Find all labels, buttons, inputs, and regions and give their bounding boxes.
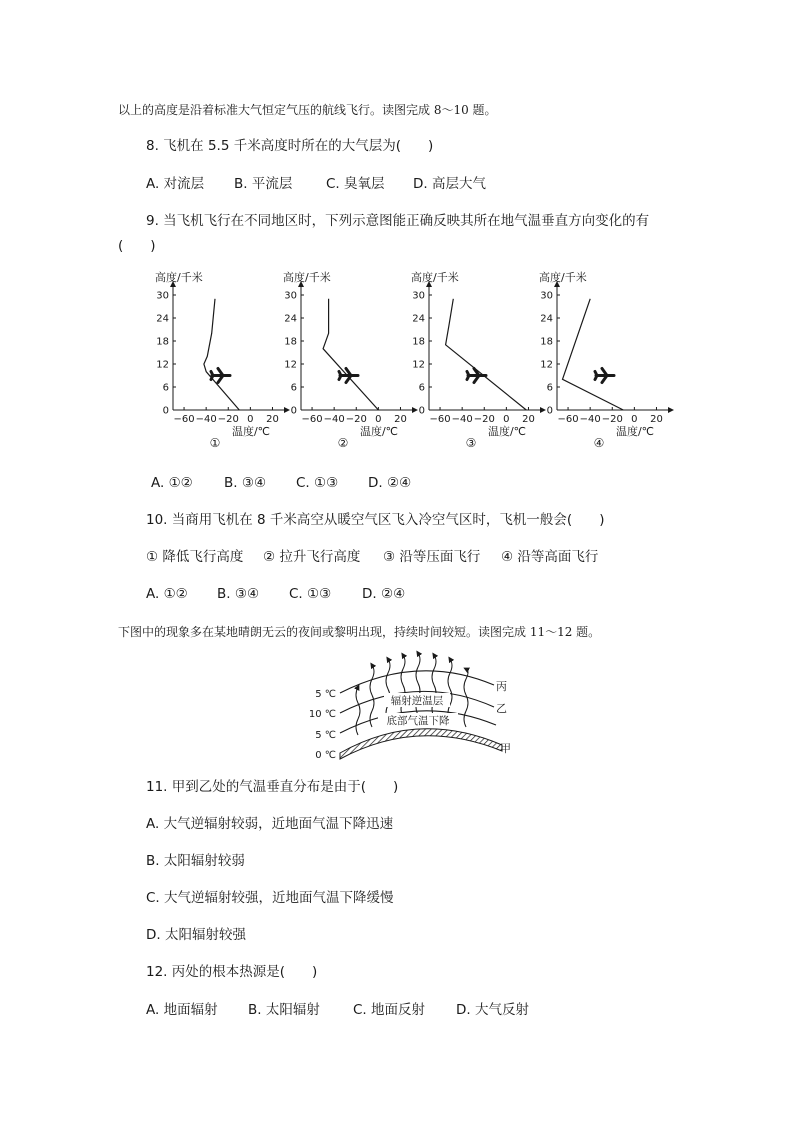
q9-option-a[interactable]: A. ①② xyxy=(151,475,193,491)
y-tick-label: 6 xyxy=(418,382,425,394)
q8-stem: 8. 飞机在 5.5 千米高度时所在的大气层为( ) xyxy=(146,138,434,154)
y-tick-label: 24 xyxy=(540,313,553,325)
x-axis-label-2: 温度/℃ xyxy=(359,425,399,438)
y-axis-label-4: 高度/千米 xyxy=(539,271,587,284)
x-tick-label: −60 xyxy=(429,414,451,425)
q12-option-a[interactable]: A. 地面辐射 xyxy=(146,1002,218,1018)
y-tick-label: 30 xyxy=(412,290,425,302)
x-axis-label-4: 温度/℃ xyxy=(615,425,655,438)
q12-stem: 12. 丙处的根本热源是( ) xyxy=(146,964,318,980)
temp-label-middle: 10 ℃ xyxy=(308,709,336,720)
label-jia: 甲 xyxy=(500,742,511,755)
radiation-inversion-diagram xyxy=(0,645,794,765)
intro-text: 以上的高度是沿着标准大气恒定气压的航线飞行。读图完成 8～10 题。 xyxy=(118,103,497,117)
y-tick-label: 0 xyxy=(418,405,425,417)
q8-option-b[interactable]: B. 平流层 xyxy=(234,176,293,192)
inversion-layer-label: 辐射逆温层 xyxy=(390,695,444,707)
q10-choice-3: ③ 沿等压面飞行 xyxy=(383,549,481,565)
ground-surface xyxy=(340,729,502,759)
x-tick-label: −20 xyxy=(217,414,239,425)
airplane-icon xyxy=(595,369,614,383)
x-axis-label-3: 温度/℃ xyxy=(487,425,527,438)
temperature-curve-1 xyxy=(204,299,239,410)
q11-option-d[interactable]: D. 太阳辐射较强 xyxy=(146,927,246,943)
q9-option-b[interactable]: B. ③④ xyxy=(224,475,267,491)
panel-label-1: ① xyxy=(209,436,221,450)
intro2-text: 下图中的现象多在某地晴朗无云的夜间或黎明出现，持续时间较短。读图完成 11～12 题。 xyxy=(118,625,601,639)
q9-stem-cont: ( ) xyxy=(118,238,156,254)
y-tick-label: 0 xyxy=(290,405,297,417)
x-axis-arrow-1 xyxy=(284,407,290,413)
q12-option-b[interactable]: B. 太阳辐射 xyxy=(248,1002,320,1018)
y-tick-label: 12 xyxy=(412,359,425,371)
q9-stem: 9. 当飞机飞行在不同地区时，下列示意图能正确反映其所在地气温垂直方向变化的有 xyxy=(146,213,650,229)
y-tick-label: 24 xyxy=(284,313,297,325)
y-tick-label: 18 xyxy=(284,336,297,348)
q9-option-d[interactable]: D. ②④ xyxy=(368,475,412,491)
q10-stem: 10. 当商用飞机在 8 千米高空从暖空气区飞入冷空气区时，飞机一般会( ) xyxy=(146,512,605,528)
y-tick-label: 30 xyxy=(284,290,297,302)
temperature-height-charts xyxy=(0,265,794,455)
y-tick-label: 12 xyxy=(284,359,297,371)
temperature-curve-3 xyxy=(446,299,527,410)
q10-option-b[interactable]: B. ③④ xyxy=(217,586,260,602)
panel-label-3: ③ xyxy=(465,436,477,450)
x-tick-label: −60 xyxy=(173,414,195,425)
q9-option-c[interactable]: C. ①③ xyxy=(296,475,339,491)
x-tick-label: −40 xyxy=(323,414,345,425)
y-tick-label: 12 xyxy=(540,359,553,371)
y-tick-label: 6 xyxy=(290,382,297,394)
y-tick-label: 24 xyxy=(156,313,169,325)
x-tick-label: −40 xyxy=(579,414,601,425)
y-tick-label: 18 xyxy=(412,336,425,348)
x-axis-arrow-3 xyxy=(540,407,546,413)
x-tick-label: −40 xyxy=(195,414,217,425)
q11-option-c[interactable]: C. 大气逆辐射较强，近地面气温下降缓慢 xyxy=(146,890,394,906)
airplane-icon xyxy=(339,369,358,383)
q11-option-a[interactable]: A. 大气逆辐射较弱，近地面气温下降迅速 xyxy=(146,816,394,832)
x-axis-label-1: 温度/℃ xyxy=(231,425,271,438)
x-tick-label: −60 xyxy=(557,414,579,425)
y-tick-label: 18 xyxy=(540,336,553,348)
q11-option-b[interactable]: B. 太阳辐射较弱 xyxy=(146,853,245,869)
x-tick-label: 20 xyxy=(266,414,279,425)
y-tick-label: 0 xyxy=(162,405,169,417)
x-tick-label: 20 xyxy=(394,414,407,425)
x-tick-label: −20 xyxy=(345,414,367,425)
x-tick-label: −40 xyxy=(451,414,473,425)
y-tick-label: 6 xyxy=(162,382,169,394)
q8-option-d[interactable]: D. 高层大气 xyxy=(413,176,486,192)
x-tick-label: 0 xyxy=(503,414,510,425)
q10-option-a[interactable]: A. ①② xyxy=(146,586,188,602)
x-tick-label: −20 xyxy=(601,414,623,425)
y-axis-label-3: 高度/千米 xyxy=(411,271,459,284)
panel-label-2: ② xyxy=(337,436,349,450)
y-tick-label: 12 xyxy=(156,359,169,371)
q12-option-d[interactable]: D. 大气反射 xyxy=(456,1002,529,1018)
q12-option-c[interactable]: C. 地面反射 xyxy=(353,1002,426,1018)
label-bing: 丙 xyxy=(496,680,507,693)
airplane-icon xyxy=(467,369,486,383)
x-tick-label: −60 xyxy=(301,414,323,425)
y-tick-label: 6 xyxy=(546,382,553,394)
y-tick-label: 0 xyxy=(546,405,553,417)
q10-choice-1: ① 降低飞行高度 xyxy=(146,549,244,565)
y-axis-label-2: 高度/千米 xyxy=(283,271,331,284)
q11-stem: 11. 甲到乙处的气温垂直分布是由于( ) xyxy=(146,779,399,795)
temperature-curve-4 xyxy=(563,299,624,410)
temp-label-lower: 5 ℃ xyxy=(315,730,336,741)
y-tick-label: 18 xyxy=(156,336,169,348)
x-tick-label: 20 xyxy=(650,414,663,425)
temp-label-ground: 0 ℃ xyxy=(315,750,336,761)
y-tick-label: 30 xyxy=(540,290,553,302)
y-tick-label: 24 xyxy=(412,313,425,325)
q10-option-c[interactable]: C. ①③ xyxy=(289,586,332,602)
label-yi: 乙 xyxy=(496,702,507,715)
q8-option-c[interactable]: C. 臭氧层 xyxy=(326,176,385,192)
y-axis-label-1: 高度/千米 xyxy=(155,271,203,284)
x-axis-arrow-4 xyxy=(668,407,674,413)
q10-option-d[interactable]: D. ②④ xyxy=(362,586,406,602)
cooling-layer-label: 底部气温下降 xyxy=(386,715,450,727)
x-tick-label: 0 xyxy=(247,414,254,425)
x-tick-label: −20 xyxy=(473,414,495,425)
q10-choice-4: ④ 沿等高面飞行 xyxy=(501,549,599,565)
temperature-curve-2 xyxy=(323,299,378,410)
x-axis-arrow-2 xyxy=(412,407,418,413)
temp-label-top: 5 ℃ xyxy=(315,689,336,700)
x-tick-label: 0 xyxy=(631,414,638,425)
x-tick-label: 20 xyxy=(522,414,535,425)
y-tick-label: 30 xyxy=(156,290,169,302)
q8-option-a[interactable]: A. 对流层 xyxy=(146,176,205,192)
q10-choice-2: ② 拉升飞行高度 xyxy=(263,549,361,565)
panel-label-4: ④ xyxy=(593,436,605,450)
x-tick-label: 0 xyxy=(375,414,382,425)
